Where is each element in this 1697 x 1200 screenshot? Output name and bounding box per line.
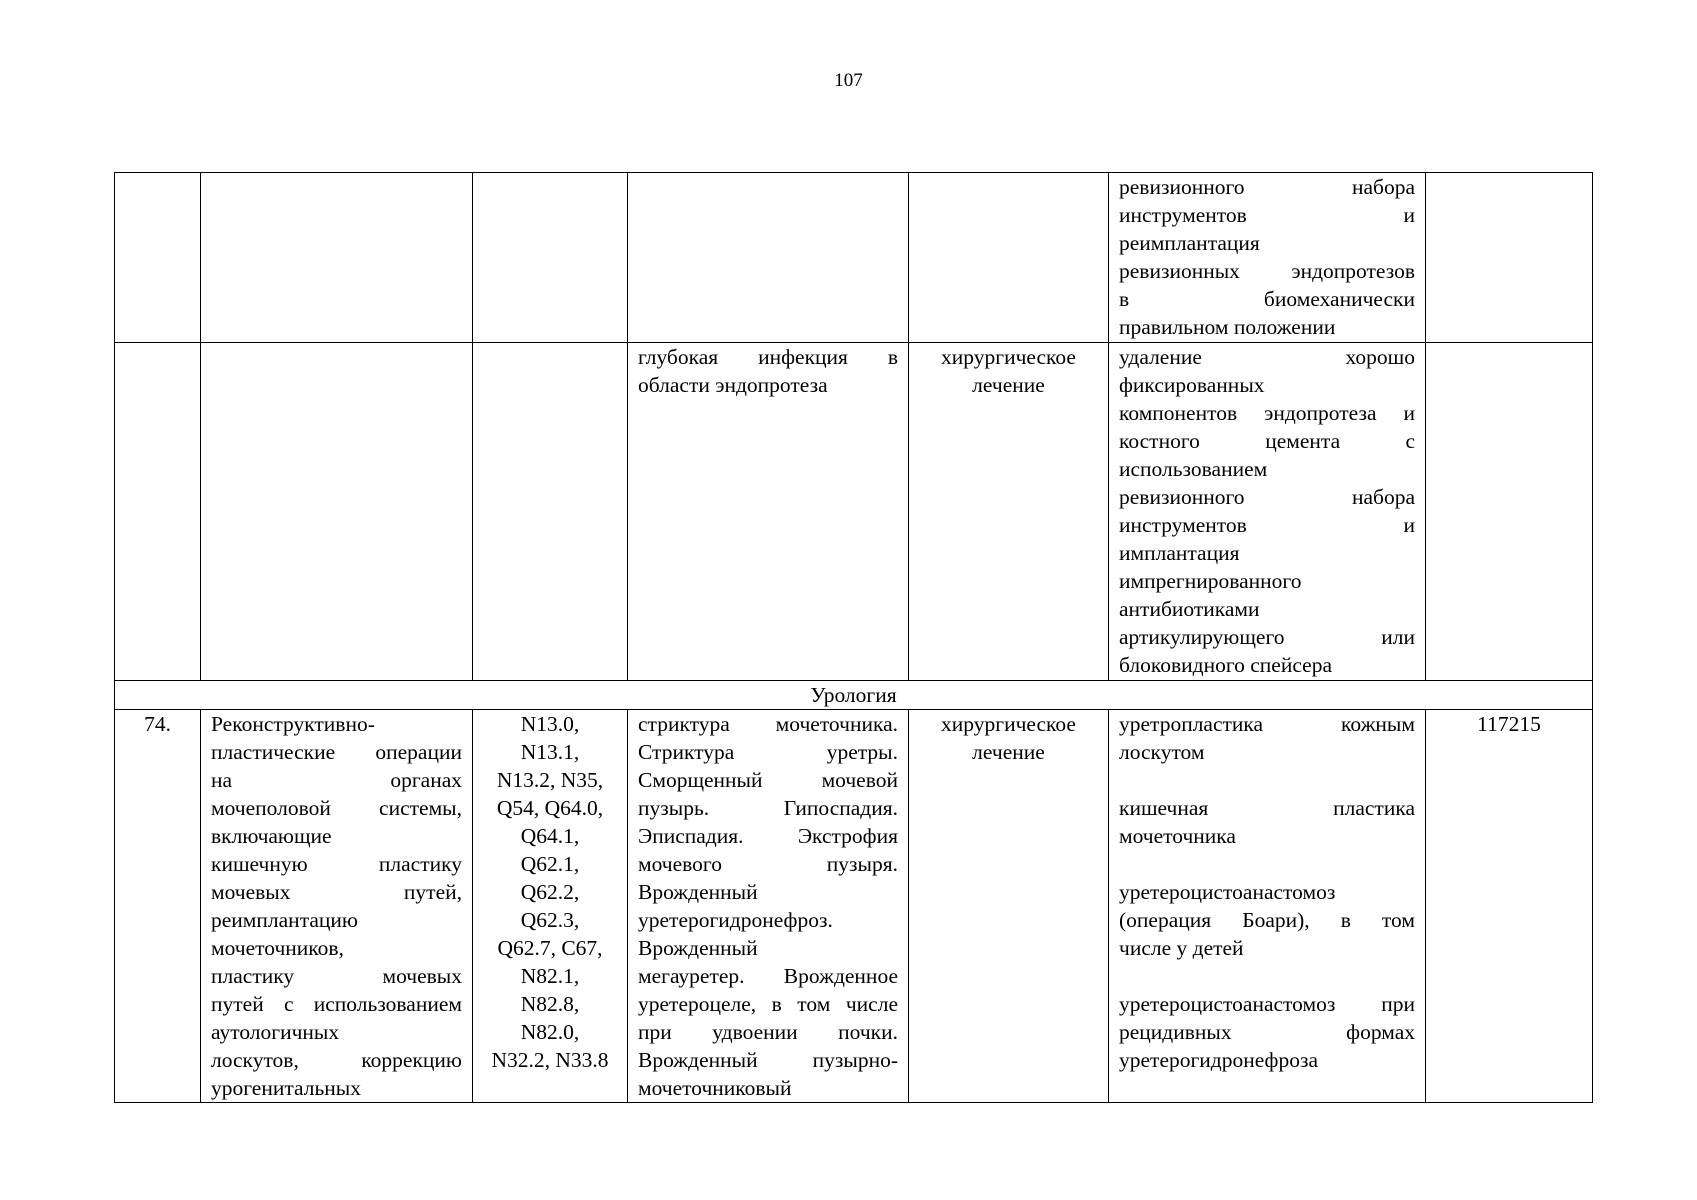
method-line: ревизионного набора bbox=[1119, 175, 1415, 199]
method-line: рецидивных формах bbox=[1119, 1020, 1415, 1044]
cell-name bbox=[201, 173, 473, 343]
method-line: правильном положении bbox=[1119, 315, 1336, 339]
name-line: мочевых путей, bbox=[211, 880, 462, 904]
method-line: лоскутом bbox=[1119, 740, 1205, 764]
procedures-table bbox=[114, 172, 1593, 1103]
code-line: Q54, Q64.0, bbox=[496, 796, 604, 820]
name-line: мочеполовой системы, bbox=[211, 796, 462, 820]
cell-method bbox=[1109, 710, 1426, 1103]
cell-diagnosis bbox=[628, 343, 909, 681]
name-line: на органах bbox=[211, 768, 462, 792]
cell-cost bbox=[1426, 343, 1593, 681]
method-line: удаление хорошо bbox=[1119, 345, 1415, 369]
diagnosis-line: пузырь. Гипоспадия. bbox=[638, 796, 898, 820]
section-title: Урология bbox=[115, 681, 1593, 710]
cell-method bbox=[1109, 343, 1426, 681]
table-row-74 bbox=[115, 710, 1593, 1103]
diagnosis-line: при удвоении почки. bbox=[638, 1020, 898, 1044]
method-line: артикулирующего или bbox=[1119, 625, 1415, 649]
code-line: Q64.1, bbox=[520, 824, 580, 848]
cell-number bbox=[115, 343, 201, 681]
name-line: включающие bbox=[211, 824, 332, 848]
diagnosis-line: мегауретер. Врожденное bbox=[638, 964, 898, 988]
method-line: мочеточника bbox=[1119, 824, 1236, 848]
diagnosis-line: Врожденный bbox=[638, 880, 758, 904]
code-line: Q62.1, bbox=[520, 852, 580, 876]
diagnosis-line: Стриктура уретры. bbox=[638, 740, 898, 764]
cell-treatment bbox=[909, 343, 1109, 681]
method-line: уретероцистоанастомоз при bbox=[1119, 992, 1415, 1016]
method-line: импрегнированного bbox=[1119, 569, 1302, 593]
code-line: N13.0, bbox=[520, 712, 580, 736]
diagnosis-line: глубокая инфекция в bbox=[638, 345, 898, 369]
name-line: аутологичных bbox=[211, 1020, 340, 1044]
treatment-line: лечение bbox=[972, 740, 1045, 764]
name-line: пластические операции bbox=[211, 740, 462, 764]
cell-number bbox=[115, 173, 201, 343]
method-gap bbox=[1119, 850, 1415, 878]
name-line: пластику мочевых bbox=[211, 964, 462, 988]
diagnosis-line: Эписпадия. Экстрофия bbox=[638, 824, 898, 848]
diagnosis-line: Врожденный пузырно- bbox=[638, 1048, 898, 1072]
method-line: блоковидного спейсера bbox=[1119, 653, 1332, 677]
method-line: ревизионных эндопротезов bbox=[1119, 259, 1415, 283]
diagnosis-line: стриктура мочеточника. bbox=[638, 712, 898, 736]
method-line: уретероцистоанастомоз bbox=[1119, 880, 1336, 904]
cell-codes bbox=[473, 343, 628, 681]
method-line: (операция Боари), в том bbox=[1119, 908, 1415, 932]
cell-treatment bbox=[909, 710, 1109, 1103]
cell-number: 74. bbox=[115, 710, 201, 1103]
code-line: Q62.2, bbox=[520, 880, 580, 904]
cell-diagnosis bbox=[628, 710, 909, 1103]
method-line: уретропластика кожным bbox=[1119, 712, 1415, 736]
method-line: ревизионного набора bbox=[1119, 485, 1415, 509]
cell-diagnosis bbox=[628, 173, 909, 343]
code-line: Q62.3, bbox=[520, 908, 580, 932]
method-line: реимплантация bbox=[1119, 231, 1260, 255]
method-line: фиксированных bbox=[1119, 373, 1265, 397]
table-row-infection bbox=[115, 343, 1593, 681]
cell-cost: 117215 bbox=[1426, 710, 1593, 1103]
diagnosis-line: мочеточниковый bbox=[638, 1076, 792, 1100]
method-line: компонентов эндопротеза и bbox=[1119, 401, 1415, 425]
diagnosis-line: Сморщенный мочевой bbox=[638, 768, 898, 792]
method-line: уретерогидронефроза bbox=[1119, 1048, 1319, 1072]
treatment-line: хирургическое bbox=[941, 345, 1076, 369]
name-line: урогенитальных bbox=[211, 1076, 361, 1100]
name-line: реимплантацию bbox=[211, 908, 358, 932]
code-line: N13.2, N35, bbox=[496, 768, 604, 792]
name-line: мочеточников, bbox=[211, 936, 344, 960]
cell-method bbox=[1109, 173, 1426, 343]
diagnosis-line: области эндопротеза bbox=[638, 373, 828, 397]
cell-cost bbox=[1426, 173, 1593, 343]
method-gap bbox=[1119, 962, 1415, 990]
diagnosis-line: Врожденный bbox=[638, 936, 758, 960]
page-number: 107 bbox=[834, 70, 863, 91]
method-line: числе у детей bbox=[1119, 936, 1244, 960]
diagnosis-line: мочевого пузыря. bbox=[638, 852, 898, 876]
name-line: лоскутов, коррекцию bbox=[211, 1048, 462, 1072]
section-row bbox=[115, 681, 1593, 710]
cell-name bbox=[201, 710, 473, 1103]
cell-codes bbox=[473, 173, 628, 343]
code-line: N32.2, N33.8 bbox=[491, 1048, 609, 1072]
method-line: антибиотиками bbox=[1119, 597, 1260, 621]
method-line: использованием bbox=[1119, 457, 1268, 481]
code-line: N82.1, bbox=[520, 964, 580, 988]
method-line: в биомеханически bbox=[1119, 287, 1415, 311]
diagnosis-line: уретерогидронефроз. bbox=[638, 908, 833, 932]
method-gap bbox=[1119, 766, 1415, 794]
name-line: Реконструктивно- bbox=[211, 712, 375, 736]
code-line: N82.0, bbox=[520, 1020, 580, 1044]
treatment-line: лечение bbox=[972, 373, 1045, 397]
method-line: костного цемента с bbox=[1119, 429, 1415, 453]
method-line: кишечная пластика bbox=[1119, 796, 1415, 820]
cell-name bbox=[201, 343, 473, 681]
cell-treatment bbox=[909, 173, 1109, 343]
method-line: инструментов и bbox=[1119, 513, 1415, 537]
method-line: инструментов и bbox=[1119, 203, 1415, 227]
treatment-line: хирургическое bbox=[941, 712, 1076, 736]
diagnosis-line: уретероцеле, в том числе bbox=[638, 992, 898, 1016]
code-line: N13.1, bbox=[520, 740, 580, 764]
method-line: имплантация bbox=[1119, 541, 1240, 565]
code-line: N82.8, bbox=[520, 992, 580, 1016]
name-line: путей с использованием bbox=[211, 992, 462, 1016]
name-line: кишечную пластику bbox=[211, 852, 462, 876]
cell-codes bbox=[473, 710, 628, 1103]
table-row-continuation bbox=[115, 173, 1593, 343]
code-line: Q62.7, C67, bbox=[497, 936, 603, 960]
